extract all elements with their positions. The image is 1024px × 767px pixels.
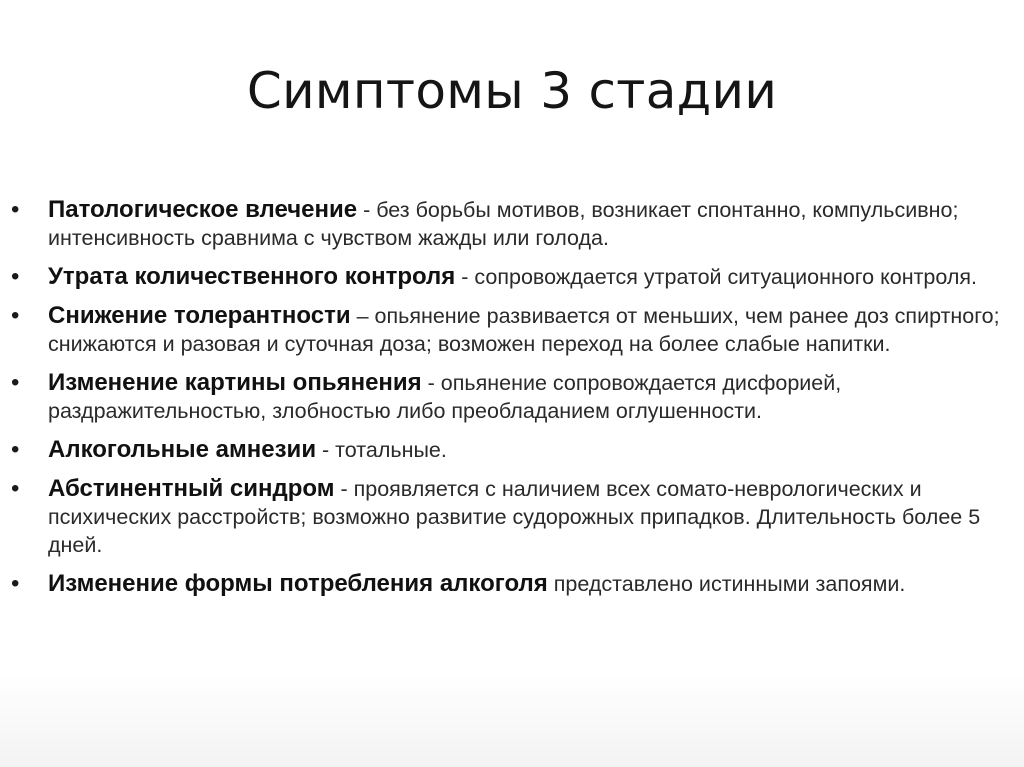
bullet-item-intoxication-change <box>0 369 1024 425</box>
bullet-term: Алкогольные амнезии <box>48 436 317 463</box>
bullet-dot-icon: • <box>11 263 20 290</box>
slide-title: Симптомы 3 стадии <box>246 62 778 120</box>
bullet-term: Изменение формы потребления алкоголя <box>48 570 548 597</box>
bullet-description: - тотальные. <box>316 438 447 462</box>
bullet-item-tolerance-decrease <box>0 302 1024 358</box>
bullet-item-amnesia <box>0 436 1024 464</box>
bullet-description: - сопровождается утратой ситуационного контроля. <box>455 265 978 289</box>
bullet-dot-icon: • <box>11 436 20 463</box>
bullet-item-consumption-form <box>0 570 1024 598</box>
bullet-term: Снижение толерантности <box>48 302 351 329</box>
bullet-dot-icon: • <box>11 302 20 329</box>
bullet-dot-icon: • <box>11 369 20 396</box>
bullet-item-loss-of-control <box>0 263 1024 291</box>
bullet-description: - опьянение сопровождается дисфорией, раздражительностью, злобностью либо преобладанием оглушенности. <box>48 371 842 423</box>
bullet-term: Изменение картины опьянения <box>48 369 422 396</box>
bullet-term: Патологическое влечение <box>48 196 358 223</box>
bullet-description: – опьянение развивается от меньших, чем ранее доз спиртного; снижаются и разовая и суточная доза; возможен переход на более слабые напитки. <box>48 304 1000 356</box>
bullet-description: - проявляется с наличием всех сомато-неврологических и психических расстройств; возможно развитие судорожных припадков. Длительность более 5 дней. <box>48 477 981 557</box>
bullet-item-withdrawal-syndrome <box>0 475 1024 559</box>
bullet-list <box>0 196 1024 609</box>
bullet-dot-icon: • <box>11 570 20 597</box>
bullet-term: Абстинентный синдром <box>48 475 335 502</box>
bullet-item-pathological-craving <box>0 196 1024 252</box>
bullet-dot-icon: • <box>11 196 20 223</box>
bullet-description: представлено истинными запоями. <box>547 572 906 596</box>
bullet-description: - без борьбы мотивов, возникает спонтанно, компульсивно; интенсивность сравнима с чувством жажды или голода. <box>48 198 959 250</box>
bullet-dot-icon: • <box>11 475 20 502</box>
bullet-term: Утрата количественного контроля <box>48 263 456 290</box>
